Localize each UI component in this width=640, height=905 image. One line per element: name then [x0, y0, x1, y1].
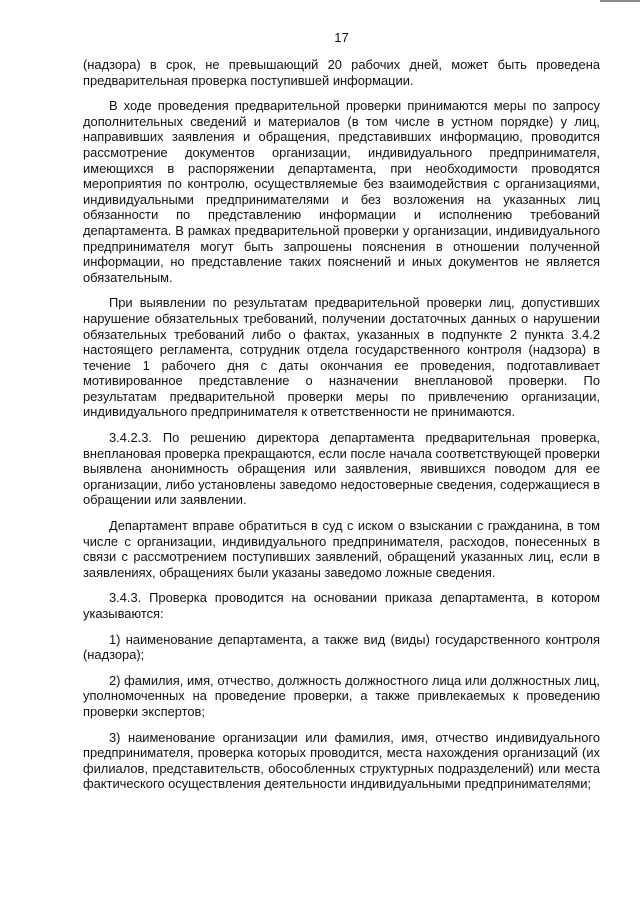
paragraph-continuation: (надзора) в срок, не превышающий 20 рабочих дней, может быть проведена предварительная проверка поступившей информации. — [83, 57, 600, 88]
paragraph-court-claim: Департамент вправе обратиться в суд с иском о взыскании с гражданина, в том числе с организации, индивидуального предпринимателя, расходов, понесенных в связи с рассмотрением поступивших заявлений, обращений указанных лиц, если в заявлениях, обращениях были указаны заведомо ложные сведения. — [83, 518, 600, 580]
scan-edge-mark — [600, 0, 640, 2]
list-item-2: 2) фамилия, имя, отчество, должность должностного лица или должностных лиц, уполномоченных на проведение проверки, а также привлекаемых к проведению проверки экспертов; — [83, 672, 600, 719]
list-item-3: 3) наименование организации или фамилия, имя, отчество индивидуального предпринимателя, проверка которых проводится, места нахождения организаций (их филиалов, представительств, обособленных структурных подразделений) или места фактического осуществления деятельности индивидуальными предпринимателями; — [83, 729, 600, 792]
paragraph-violations-found: При выявлении по результатам предварительной проверки лиц, допустивших нарушение обязательных требований, получении достаточных данных о нарушении обязательных требований либо о фактах, указанных в подпункте 2 пункта 3.4.2 настоящего регламента, сотрудник отдела государственного контроля (надзора) в течение 1 рабочего дня с даты окончания ее проведения, подготавливает мотивированное представление о назначении внеплановой проверки. По результатам предварительной проверки меры по привлечению организации, индивидуального предпринимателя к ответственности не принимаются. — [83, 295, 600, 420]
list-item-1: 1) наименование департамента, а также вид (виды) государственного контроля (надзора); — [83, 631, 600, 663]
paragraph-3-4-2-3: 3.4.2.3. По решению директора департамента предварительная проверка, внеплановая проверка прекращаются, если после начала соответствующей проверки выявлена анонимность обращения или заявления, явившихся поводом для ее организации, либо установлены заведомо недостоверные сведения, содержащиеся в обращении или заявлении. — [83, 430, 600, 508]
paragraph-preliminary-check: В ходе проведения предварительной проверки принимаются меры по запросу дополнительных сведений и материалов (в том числе в устном порядке) у лиц, направивших заявления и обращения, представивших информацию, проводится рассмотрение документов организации, индивидуального предпринимателя, имеющихся в распоряжении департамента, при необходимости проводятся мероприятия по контролю, осуществляемые без взаимодействия с организациями, индивидуальными предпринимателями и без возложения на указанных лиц обязанности по представлению информации и исполнению требований департамента. В рамках предварительной проверки у организации, индивидуального предпринимателя могут быть запрошены пояснения в отношении полученной информации, но представление таких пояснений и иных документов не является обязательным. — [83, 98, 600, 285]
page-number: 17 — [334, 30, 349, 45]
paragraph-3-4-3: 3.4.3. Проверка проводится на основании приказа департамента, в котором указываются: — [83, 590, 600, 621]
